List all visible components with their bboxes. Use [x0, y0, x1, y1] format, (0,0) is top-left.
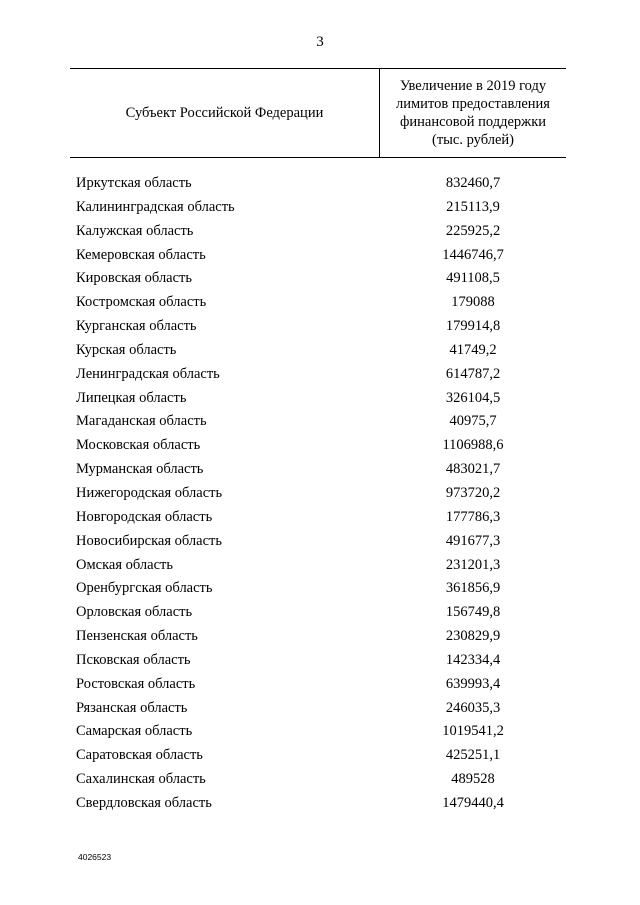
- region-name: Мурманская область: [76, 461, 204, 478]
- funding-increase-value: 40975,7: [449, 413, 497, 430]
- table-row: [70, 411, 566, 435]
- funding-increase-value: 215113,9: [446, 198, 500, 215]
- region-name: Калининградская область: [76, 198, 235, 215]
- table-row: [70, 340, 566, 364]
- header-bottom-rule: [70, 157, 566, 158]
- table-row: [70, 745, 566, 769]
- table-row: [70, 602, 566, 626]
- region-name: Омская область: [76, 556, 173, 573]
- table-row: [70, 268, 566, 292]
- region-name: Нижегородская область: [76, 484, 223, 501]
- funding-increase-value: 614787,2: [445, 365, 501, 382]
- table-row: [70, 483, 566, 507]
- table-row: [70, 364, 566, 388]
- table-row: [70, 245, 566, 269]
- funding-increase-value: 177786,3: [445, 508, 501, 525]
- header-subject: Субъект Российской Федерации: [125, 104, 324, 121]
- table-row: [70, 555, 566, 579]
- region-name: Липецкая область: [76, 389, 187, 406]
- document-code: 4026523: [78, 852, 112, 862]
- table-row: [70, 173, 566, 197]
- region-name: Ленинградская область: [76, 365, 220, 382]
- region-name: Кировская область: [76, 270, 193, 287]
- table-row: [70, 698, 566, 722]
- funding-increase-value: 483021,7: [445, 461, 501, 478]
- table-row: [70, 459, 566, 483]
- funding-increase-value: 179914,8: [445, 318, 501, 335]
- table-row: [70, 221, 566, 245]
- table-row: [70, 316, 566, 340]
- funding-increase-value: 225925,2: [445, 222, 501, 239]
- table-row: [70, 650, 566, 674]
- region-name: Новосибирская область: [76, 532, 222, 549]
- region-name: Свердловская область: [76, 794, 212, 811]
- region-name: Рязанская область: [76, 699, 188, 716]
- region-name: Магаданская область: [76, 413, 207, 430]
- funding-increase-value: 1479440,4: [442, 794, 504, 811]
- funding-increase-value: 489528: [451, 771, 495, 788]
- table-body: [70, 173, 566, 817]
- region-name: Орловская область: [76, 604, 193, 621]
- table-row: [70, 197, 566, 221]
- region-name: Саратовская область: [76, 747, 203, 764]
- region-name: Калужская область: [76, 222, 194, 239]
- funding-increase-value: 142334,4: [445, 651, 501, 668]
- region-name: Пензенская область: [76, 628, 198, 645]
- funding-increase-value: 326104,5: [445, 389, 501, 406]
- funding-increase-value: 156749,8: [445, 604, 501, 621]
- table-row: [70, 292, 566, 316]
- header-increase-line-3: финансовой поддержки: [399, 114, 547, 130]
- header-increase-line-2: лимитов предоставления: [396, 96, 550, 112]
- funding-increase-value: 1106988,6: [442, 437, 504, 454]
- header-increase: [380, 68, 566, 158]
- table-row: [70, 578, 566, 602]
- funding-increase-value: 491108,5: [446, 270, 500, 287]
- region-name: Ростовская область: [76, 675, 196, 692]
- region-name: Костромская область: [76, 294, 207, 311]
- table-row: [70, 507, 566, 531]
- table-row: [70, 674, 566, 698]
- region-name: Кемеровская область: [76, 246, 206, 263]
- region-name: Самарская область: [76, 723, 193, 740]
- region-name: Оренбургская область: [76, 580, 213, 597]
- funding-increase-value: 425251,1: [445, 747, 501, 764]
- table-row: [70, 721, 566, 745]
- header-increase-line-4: (тыс. рублей): [432, 132, 514, 148]
- funding-increase-value: 973720,2: [445, 484, 501, 501]
- funding-increase-value: 230829,9: [445, 628, 501, 645]
- page-number: 3: [316, 34, 324, 50]
- table-row: [70, 769, 566, 793]
- table-row: [70, 388, 566, 412]
- funding-increase-value: 41749,2: [449, 341, 497, 358]
- table-row: [70, 435, 566, 459]
- table-row: [70, 793, 566, 817]
- funding-increase-value: 1446746,7: [442, 246, 504, 263]
- region-name: Курская область: [76, 341, 177, 358]
- table-row: [70, 626, 566, 650]
- funding-increase-value: 361856,9: [445, 580, 501, 597]
- funding-increase-value: 639993,4: [445, 675, 501, 692]
- funding-increase-value: 246035,3: [445, 699, 501, 716]
- region-name: Московская область: [76, 437, 201, 454]
- region-name: Псковская область: [76, 651, 191, 668]
- region-name: Сахалинская область: [76, 771, 206, 788]
- funding-increase-value: 832460,7: [445, 175, 501, 191]
- funding-increase-value: 179088: [451, 294, 495, 311]
- funding-increase-value: 231201,3: [445, 556, 501, 573]
- funding-increase-value: 1019541,2: [442, 723, 504, 740]
- table-row: [70, 531, 566, 555]
- region-name: Курганская область: [76, 318, 197, 335]
- region-name: Иркутская область: [76, 175, 192, 191]
- funding-increase-value: 491677,3: [445, 532, 501, 549]
- region-name: Новгородская область: [76, 508, 213, 525]
- header-increase-line-1: Увеличение в 2019 году: [399, 78, 547, 94]
